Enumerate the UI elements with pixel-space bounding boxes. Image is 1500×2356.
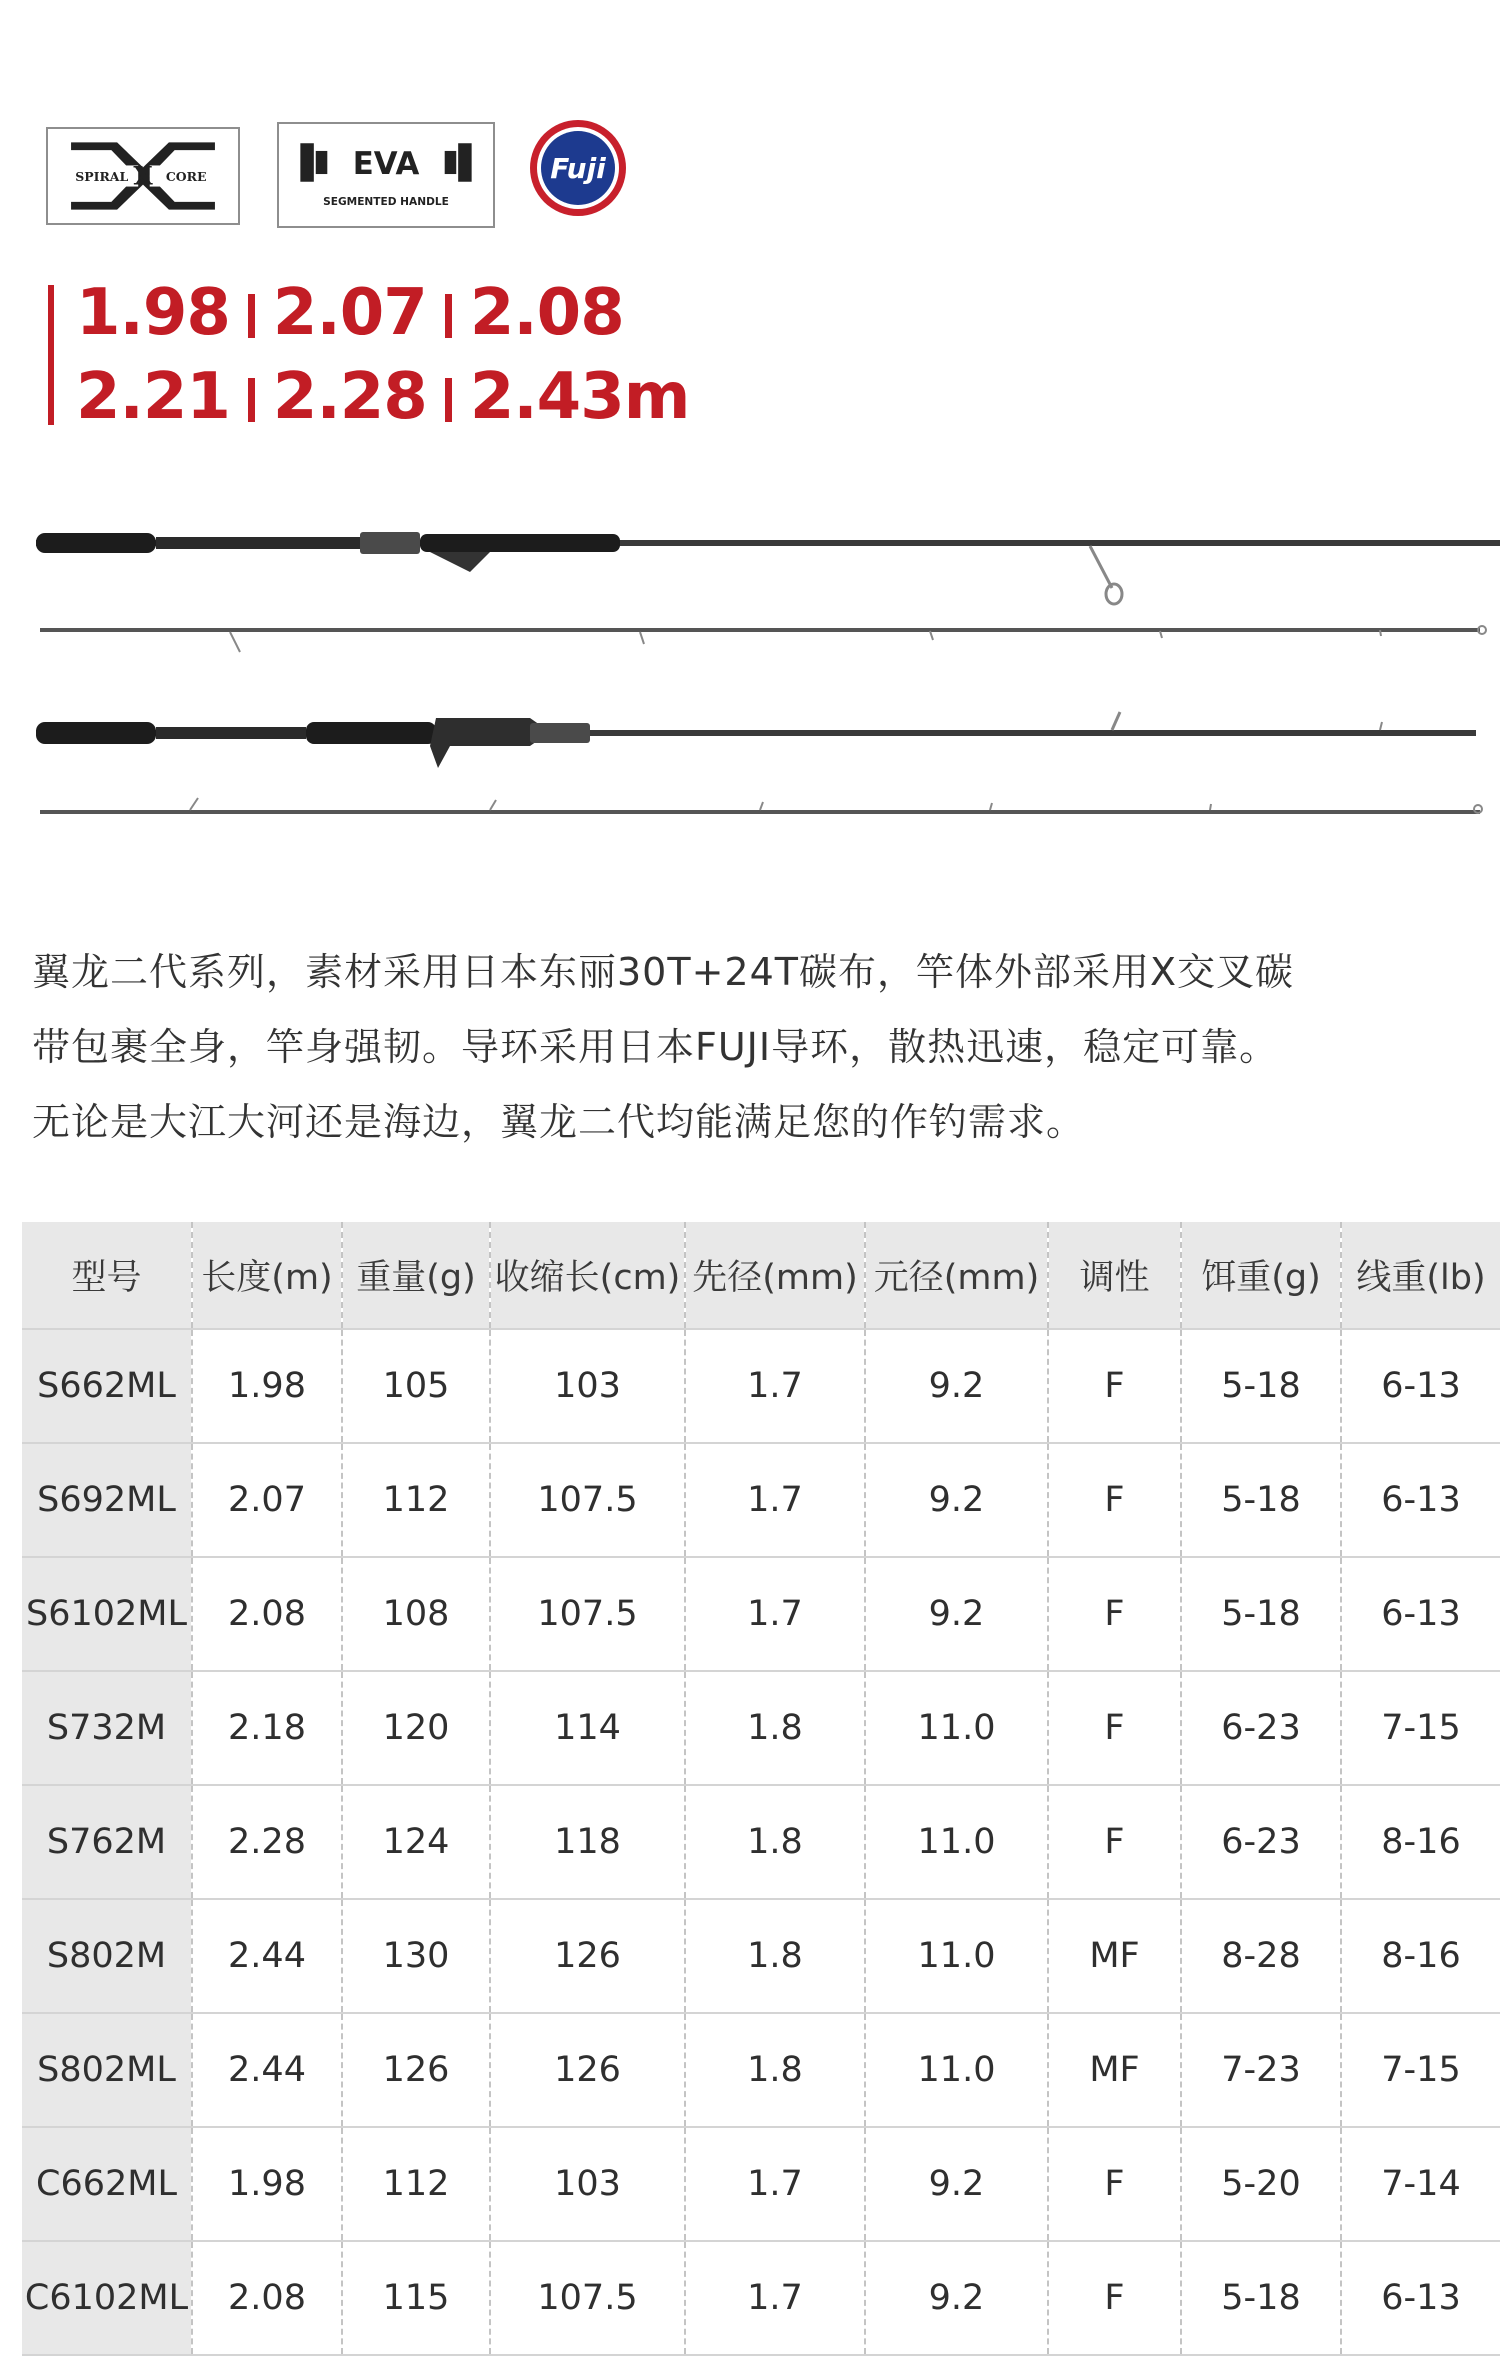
fuji-logo xyxy=(528,118,628,218)
cell-tip-diameter: 1.8 xyxy=(685,2013,865,2127)
table-row xyxy=(22,2013,1500,2127)
cell-lure-weight: 6-23 xyxy=(1181,1671,1341,1785)
cell-line-weight: 6-13 xyxy=(1341,1443,1500,1557)
cell-lure-weight: 5-18 xyxy=(1181,2241,1341,2355)
description-line: 无论是大江大河还是海边，翼龙二代均能满足您的作钓需求。 xyxy=(32,1100,1086,1144)
cell-closed-length: 107.5 xyxy=(490,1443,685,1557)
cell-action: F xyxy=(1048,2241,1181,2355)
cell-tip-diameter: 1.7 xyxy=(685,1329,865,1443)
cell-lure-weight: 5-18 xyxy=(1181,1329,1341,1443)
cell-lure-weight: 5-18 xyxy=(1181,1557,1341,1671)
cell-tip-diameter: 1.7 xyxy=(685,1557,865,1671)
eva-handle-logo xyxy=(277,122,495,228)
cell-line-weight: 8-16 xyxy=(1341,1899,1500,2013)
header-butt-diameter: 元径(mm) xyxy=(865,1222,1048,1329)
cell-closed-length: 114 xyxy=(490,1671,685,1785)
table-row xyxy=(22,1443,1500,1557)
cell-length: 1.98 xyxy=(192,1329,342,1443)
cell-model: S662ML xyxy=(22,1329,192,1443)
casting-rod-butt xyxy=(36,712,1476,768)
cell-tip-diameter: 1.8 xyxy=(685,1671,865,1785)
cell-model: S6102ML xyxy=(22,1557,192,1671)
cell-length: 1.98 xyxy=(192,2127,342,2241)
header-weight: 重量(g) xyxy=(342,1222,490,1329)
spiral-x-core-logo xyxy=(46,127,240,225)
cell-length: 2.28 xyxy=(192,1785,342,1899)
cell-line-weight: 7-14 xyxy=(1341,2127,1500,2241)
length-value: 2.43m xyxy=(469,360,690,434)
cell-line-weight: 6-13 xyxy=(1341,1557,1500,1671)
length-value: 2.28 xyxy=(272,360,427,434)
cell-lure-weight: 5-18 xyxy=(1181,1443,1341,1557)
cell-length: 2.08 xyxy=(192,2241,342,2355)
spec-table xyxy=(22,1222,1500,2356)
table-row xyxy=(22,2241,1500,2355)
headline-accent-bar xyxy=(48,285,54,425)
table-row xyxy=(22,1329,1500,1443)
table-row xyxy=(22,1557,1500,1671)
lengths-line-2 xyxy=(76,360,689,434)
cell-lure-weight: 6-23 xyxy=(1181,1785,1341,1899)
cell-length: 2.44 xyxy=(192,1899,342,2013)
cell-lure-weight: 8-28 xyxy=(1181,1899,1341,2013)
cell-weight: 112 xyxy=(342,2127,490,2241)
x-text: X xyxy=(133,161,153,191)
separator xyxy=(248,294,255,338)
cell-tip-diameter: 1.7 xyxy=(685,2127,865,2241)
cell-action: F xyxy=(1048,1443,1181,1557)
separator xyxy=(248,378,255,422)
product-description xyxy=(32,935,1472,1160)
cell-action: F xyxy=(1048,1557,1181,1671)
cell-action: F xyxy=(1048,1329,1181,1443)
cell-butt-diameter: 11.0 xyxy=(865,1785,1048,1899)
cell-length: 2.07 xyxy=(192,1443,342,1557)
cell-length: 2.08 xyxy=(192,1557,342,1671)
cell-model: S732M xyxy=(22,1671,192,1785)
lengths-line-1 xyxy=(76,276,624,350)
cell-length: 2.44 xyxy=(192,2013,342,2127)
cell-butt-diameter: 11.0 xyxy=(865,1671,1048,1785)
cell-tip-diameter: 1.7 xyxy=(685,1443,865,1557)
cell-line-weight: 8-16 xyxy=(1341,1785,1500,1899)
description-line: 带包裹全身，竿身强韧。导环采用日本FUJI导环，散热迅速，稳定可靠。 xyxy=(32,1025,1279,1069)
cell-action: MF xyxy=(1048,1899,1181,2013)
description-line: 翼龙二代系列，素材采用日本东丽30T+24T碳布，竿体外部采用X交叉碳 xyxy=(32,950,1295,994)
cell-lure-weight: 7-23 xyxy=(1181,2013,1341,2127)
cell-model: C6102ML xyxy=(22,2241,192,2355)
cell-weight: 124 xyxy=(342,1785,490,1899)
cell-closed-length: 118 xyxy=(490,1785,685,1899)
cell-butt-diameter: 9.2 xyxy=(865,1443,1048,1557)
core-text: CORE xyxy=(165,168,207,184)
table-row xyxy=(22,2127,1500,2241)
table-row xyxy=(22,1899,1500,2013)
cell-weight: 108 xyxy=(342,1557,490,1671)
cell-weight: 115 xyxy=(342,2241,490,2355)
cell-line-weight: 6-13 xyxy=(1341,1329,1500,1443)
cell-tip-diameter: 1.8 xyxy=(685,1785,865,1899)
separator xyxy=(445,294,452,338)
header-model: 型号 xyxy=(22,1222,192,1329)
header-closed-length: 收缩长(cm) xyxy=(490,1222,685,1329)
cell-weight: 130 xyxy=(342,1899,490,2013)
cell-line-weight: 6-13 xyxy=(1341,2241,1500,2355)
cell-line-weight: 7-15 xyxy=(1341,2013,1500,2127)
header-tip-diameter: 先径(mm) xyxy=(685,1222,865,1329)
length-value: 2.08 xyxy=(469,276,624,350)
rod-illustration xyxy=(30,510,1500,840)
cell-action: F xyxy=(1048,1785,1181,1899)
table-header-row xyxy=(22,1222,1500,1329)
spiral-text: SPIRAL xyxy=(75,168,129,184)
cell-model: S762M xyxy=(22,1785,192,1899)
cell-action: F xyxy=(1048,2127,1181,2241)
cell-butt-diameter: 9.2 xyxy=(865,1557,1048,1671)
cell-closed-length: 126 xyxy=(490,1899,685,2013)
cell-lure-weight: 5-20 xyxy=(1181,2127,1341,2241)
casting-rod-tip xyxy=(40,798,1482,814)
header-length: 长度(m) xyxy=(192,1222,342,1329)
cell-model: C662ML xyxy=(22,2127,192,2241)
spinning-rod-butt xyxy=(36,532,1500,604)
header-lure-weight: 饵重(g) xyxy=(1181,1222,1341,1329)
header-action: 调性 xyxy=(1048,1222,1181,1329)
eva-text: EVA xyxy=(352,146,420,183)
table-body xyxy=(22,1329,1500,2355)
segmented-handle-text: SEGMENTED HANDLE xyxy=(323,195,449,208)
cell-closed-length: 103 xyxy=(490,1329,685,1443)
cell-butt-diameter: 9.2 xyxy=(865,2241,1048,2355)
cell-model: S802ML xyxy=(22,2013,192,2127)
length-value: 1.98 xyxy=(76,276,230,350)
fuji-text: Fuji xyxy=(550,152,606,185)
cell-weight: 112 xyxy=(342,1443,490,1557)
cell-action: F xyxy=(1048,1671,1181,1785)
cell-tip-diameter: 1.8 xyxy=(685,1899,865,2013)
cell-weight: 120 xyxy=(342,1671,490,1785)
cell-model: S692ML xyxy=(22,1443,192,1557)
cell-weight: 126 xyxy=(342,2013,490,2127)
length-value: 2.07 xyxy=(272,276,427,350)
table-row xyxy=(22,1671,1500,1785)
cell-butt-diameter: 9.2 xyxy=(865,1329,1048,1443)
table-row xyxy=(22,1785,1500,1899)
separator xyxy=(445,378,452,422)
length-value: 2.21 xyxy=(76,360,230,434)
cell-butt-diameter: 11.0 xyxy=(865,1899,1048,2013)
spinning-rod-tip xyxy=(40,626,1486,652)
header-line-weight: 线重(lb) xyxy=(1341,1222,1500,1329)
cell-closed-length: 126 xyxy=(490,2013,685,2127)
cell-butt-diameter: 11.0 xyxy=(865,2013,1048,2127)
cell-closed-length: 107.5 xyxy=(490,2241,685,2355)
cell-model: S802M xyxy=(22,1899,192,2013)
cell-length: 2.18 xyxy=(192,1671,342,1785)
cell-line-weight: 7-15 xyxy=(1341,1671,1500,1785)
cell-tip-diameter: 1.7 xyxy=(685,2241,865,2355)
cell-closed-length: 103 xyxy=(490,2127,685,2241)
cell-action: MF xyxy=(1048,2013,1181,2127)
cell-butt-diameter: 9.2 xyxy=(865,2127,1048,2241)
cell-closed-length: 107.5 xyxy=(490,1557,685,1671)
cell-weight: 105 xyxy=(342,1329,490,1443)
